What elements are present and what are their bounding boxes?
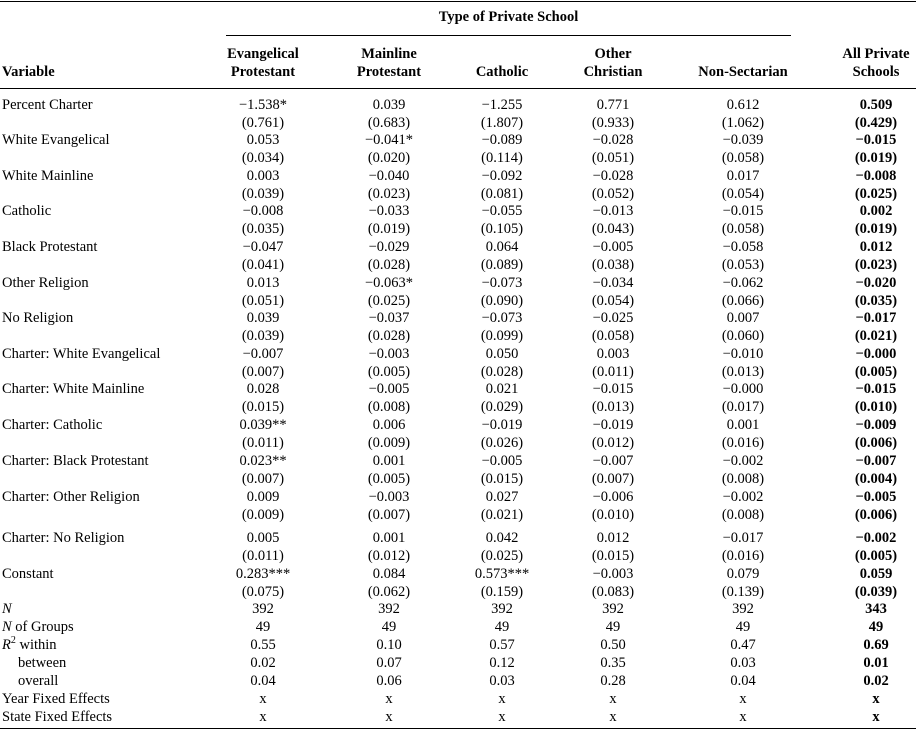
row-label: Black Protestant — [2, 239, 98, 255]
stats-cell: x — [385, 691, 393, 707]
standard-error-cell: (0.139) — [721, 584, 765, 600]
stats-cell: x — [609, 691, 617, 707]
standard-error-cell: (0.004) — [854, 471, 898, 487]
stats-symbol: N — [2, 601, 12, 617]
stats-cell: 392 — [602, 601, 624, 617]
stats-cell: x — [498, 691, 506, 707]
standard-error-cell: (0.099) — [480, 328, 524, 344]
stats-cell: 0.06 — [376, 673, 402, 689]
standard-error-cell: (0.021) — [480, 507, 524, 523]
stats-cell: x — [498, 709, 506, 725]
coefficient-cell: −0.015 — [855, 381, 897, 397]
standard-error-cell: (0.054) — [591, 293, 635, 309]
standard-error-cell: (0.083) — [591, 584, 635, 600]
coefficient-cell: 0.042 — [485, 530, 519, 546]
coefficient-cell: 0.007 — [726, 310, 760, 326]
standard-error-cell: (0.933) — [591, 115, 635, 131]
coefficient-cell: −0.020 — [855, 275, 897, 291]
coefficient-cell: 0.009 — [246, 489, 280, 505]
coefficient-cell: −0.039 — [722, 132, 764, 148]
table-row — [0, 96, 916, 114]
standard-error-cell: (0.008) — [721, 471, 765, 487]
standard-error-cell: (0.058) — [721, 150, 765, 166]
standard-error-cell: (0.005) — [367, 364, 411, 380]
stats-cell: x — [739, 709, 747, 725]
standard-error-cell: (0.009) — [367, 435, 411, 451]
stats-label: State Fixed Effects — [2, 709, 113, 725]
coefficient-cell: −0.000 — [722, 381, 764, 397]
standard-error-cell: (0.761) — [241, 115, 285, 131]
coefficient-cell: −0.029 — [368, 239, 410, 255]
coefficient-cell: −0.019 — [592, 417, 634, 433]
stats-cell: x — [259, 709, 267, 725]
stats-row — [0, 636, 916, 654]
coefficient-cell: −0.000 — [855, 346, 897, 362]
coefficient-cell: 0.005 — [246, 530, 280, 546]
standard-error-cell: (0.114) — [481, 150, 523, 166]
header-line: Protestant — [230, 64, 296, 80]
standard-error-cell: (0.429) — [854, 115, 898, 131]
coefficient-cell: −0.002 — [855, 530, 897, 546]
standard-error-cell: (0.006) — [854, 507, 898, 523]
stats-row — [0, 654, 916, 672]
stats-cell: 392 — [732, 601, 754, 617]
header-non-sectarian — [690, 63, 796, 81]
table-row — [0, 309, 916, 327]
coefficient-cell: −0.009 — [855, 417, 897, 433]
coefficient-cell: 0.003 — [246, 168, 280, 184]
coefficient-cell: −0.002 — [722, 489, 764, 505]
coefficient-cell: −0.089 — [481, 132, 523, 148]
table-row-se — [0, 292, 916, 310]
coefficient-cell: −0.055 — [481, 203, 523, 219]
coefficient-cell: 0.001 — [726, 417, 760, 433]
coefficient-cell: 0.012 — [596, 530, 630, 546]
coefficient-cell: −0.092 — [481, 168, 523, 184]
standard-error-cell: (0.012) — [367, 548, 411, 564]
stats-cell: 49 — [381, 619, 397, 635]
standard-error-cell: (0.007) — [591, 471, 635, 487]
standard-error-cell: (0.062) — [367, 584, 411, 600]
stats-cell: 0.50 — [600, 637, 626, 653]
standard-error-cell: (0.005) — [854, 548, 898, 564]
standard-error-cell: (0.039) — [854, 584, 898, 600]
stats-cell: 49 — [605, 619, 621, 635]
stats-cell: 0.47 — [730, 637, 756, 653]
row-label: Charter: White Evangelical — [2, 346, 161, 362]
coefficient-cell: 0.001 — [372, 453, 406, 469]
stats-cell: 0.02 — [863, 673, 889, 689]
standard-error-cell: (0.159) — [480, 584, 524, 600]
standard-error-cell: (0.038) — [591, 257, 635, 273]
stats-cell: 0.07 — [376, 655, 402, 671]
row-label: Charter: White Mainline — [2, 381, 145, 397]
coefficient-cell: −0.033 — [368, 203, 410, 219]
stats-cell: 49 — [255, 619, 271, 635]
coefficient-cell: −0.028 — [592, 132, 634, 148]
superscript: 2 — [10, 635, 16, 647]
standard-error-cell: (0.060) — [721, 328, 765, 344]
standard-error-cell: (0.008) — [721, 507, 765, 523]
coefficient-cell: −0.028 — [592, 168, 634, 184]
standard-error-cell: (0.019) — [367, 221, 411, 237]
stats-cell: 0.01 — [863, 655, 889, 671]
coefficient-cell: 0.023** — [239, 453, 287, 469]
standard-error-cell: (0.015) — [241, 399, 285, 415]
stats-label-text: within — [15, 637, 57, 653]
standard-error-cell: (0.039) — [241, 328, 285, 344]
stats-cell: x — [385, 709, 393, 725]
coefficient-cell: −0.007 — [592, 453, 634, 469]
standard-error-cell: (0.054) — [721, 186, 765, 202]
standard-error-cell: (0.051) — [591, 150, 635, 166]
standard-error-cell: (0.016) — [721, 435, 765, 451]
row-label: Percent Charter — [2, 97, 93, 113]
standard-error-cell: (0.005) — [854, 364, 898, 380]
coefficient-cell: −0.040 — [368, 168, 410, 184]
standard-error-cell: (0.058) — [721, 221, 765, 237]
table-row-se — [0, 327, 916, 345]
standard-error-cell: (0.089) — [480, 257, 524, 273]
standard-error-cell: (0.011) — [242, 435, 284, 451]
coefficient-cell: 0.039 — [246, 310, 280, 326]
table-row — [0, 167, 916, 185]
stats-row — [0, 672, 916, 690]
header-line: Schools — [852, 64, 900, 80]
header-line: All Private — [842, 46, 910, 62]
coefficient-cell: −0.007 — [242, 346, 284, 362]
standard-error-cell: (0.025) — [480, 548, 524, 564]
stats-cell: 49 — [868, 619, 884, 635]
stats-cell: 0.57 — [489, 637, 515, 653]
coefficient-cell: 0.001 — [372, 530, 406, 546]
stats-label-text: of Groups — [11, 619, 74, 635]
table-row — [0, 488, 916, 506]
standard-error-cell: (0.028) — [367, 257, 411, 273]
coefficient-cell: −0.008 — [855, 168, 897, 184]
coefficient-cell: −1.538* — [238, 97, 288, 113]
table-row — [0, 529, 916, 547]
standard-error-cell: (0.034) — [241, 150, 285, 166]
header-other-christian — [560, 45, 666, 81]
coefficient-cell: 0.573*** — [474, 566, 530, 582]
stats-cell: 0.35 — [600, 655, 626, 671]
standard-error-cell: (0.008) — [367, 399, 411, 415]
coefficient-cell: 0.059 — [859, 566, 893, 582]
standard-error-cell: (0.019) — [854, 221, 898, 237]
table-row — [0, 274, 916, 292]
stats-cell: x — [259, 691, 267, 707]
stats-cell: 0.55 — [250, 637, 276, 653]
table-row — [0, 380, 916, 398]
stats-label: Year Fixed Effects — [2, 691, 110, 707]
header-line: Evangelical — [227, 46, 299, 62]
standard-error-cell: (0.025) — [367, 293, 411, 309]
coefficient-cell: −0.005 — [368, 381, 410, 397]
coefficient-cell: −0.003 — [368, 346, 410, 362]
table-row — [0, 452, 916, 470]
standard-error-cell: (0.029) — [480, 399, 524, 415]
row-label: Charter: Other Religion — [2, 489, 140, 505]
standard-error-cell: (0.005) — [367, 471, 411, 487]
coefficient-cell: −0.005 — [855, 489, 897, 505]
standard-error-cell: (0.016) — [721, 548, 765, 564]
table-row — [0, 416, 916, 434]
standard-error-cell: (0.013) — [721, 364, 765, 380]
coefficient-cell: 0.027 — [485, 489, 519, 505]
coefficient-cell: 0.021 — [485, 381, 519, 397]
coefficient-cell: −0.013 — [592, 203, 634, 219]
coefficient-cell: −0.015 — [722, 203, 764, 219]
standard-error-cell: (0.023) — [854, 257, 898, 273]
standard-error-cell: (0.105) — [480, 221, 524, 237]
standard-error-cell: (0.007) — [367, 507, 411, 523]
standard-error-cell: (0.009) — [241, 507, 285, 523]
stats-cell: 0.12 — [489, 655, 515, 671]
standard-error-cell: (0.021) — [854, 328, 898, 344]
coefficient-cell: 0.039 — [372, 97, 406, 113]
coefficient-cell: 0.012 — [859, 239, 893, 255]
coefficient-cell: 0.017 — [726, 168, 760, 184]
coefficient-cell: −0.005 — [481, 453, 523, 469]
coefficient-cell: −0.002 — [722, 453, 764, 469]
coefficient-cell: −0.015 — [592, 381, 634, 397]
standard-error-cell: (0.020) — [367, 150, 411, 166]
bottom-rule — [0, 728, 916, 729]
coefficient-cell: −0.037 — [368, 310, 410, 326]
stats-row — [0, 618, 916, 636]
coefficient-cell: −0.058 — [722, 239, 764, 255]
coefficient-cell: −0.008 — [242, 203, 284, 219]
stats-row — [0, 600, 916, 618]
stats-cell: 0.03 — [730, 655, 756, 671]
coefficient-cell: −0.005 — [592, 239, 634, 255]
row-label: Charter: Black Protestant — [2, 453, 149, 469]
stats-label: between — [18, 655, 67, 671]
stats-cell: 0.28 — [600, 673, 626, 689]
header-variable: Variable — [2, 64, 55, 80]
standard-error-cell: (1.807) — [480, 115, 524, 131]
stats-label — [2, 636, 57, 654]
header-catholic — [450, 63, 554, 81]
stats-cell: 49 — [735, 619, 751, 635]
coefficient-cell: −0.006 — [592, 489, 634, 505]
group-title: Type of Private School — [438, 9, 579, 25]
coefficient-cell: −0.073 — [481, 310, 523, 326]
table-row — [0, 238, 916, 256]
header-evangelical-protestant — [210, 45, 316, 81]
table-row-se — [0, 506, 916, 524]
table-row-se — [0, 256, 916, 274]
stats-cell: 343 — [865, 601, 887, 617]
coefficient-cell: −0.025 — [592, 310, 634, 326]
table-row-se — [0, 220, 916, 238]
standard-error-cell: (0.058) — [591, 328, 635, 344]
stats-cell: x — [609, 709, 617, 725]
table-row-se — [0, 185, 916, 203]
standard-error-cell: (0.019) — [854, 150, 898, 166]
coefficient-cell: 0.079 — [726, 566, 760, 582]
standard-error-cell: (0.052) — [591, 186, 635, 202]
coefficient-cell: 0.039** — [239, 417, 287, 433]
standard-error-cell: (0.006) — [854, 435, 898, 451]
coefficient-cell: −0.041* — [364, 132, 414, 148]
coefficient-cell: −0.034 — [592, 275, 634, 291]
row-label: Constant — [2, 566, 54, 582]
table-row-se — [0, 583, 916, 601]
standard-error-cell: (0.013) — [591, 399, 635, 415]
header-all-private-schools — [818, 45, 916, 81]
coefficient-cell: 0.003 — [596, 346, 630, 362]
row-label: Charter: Catholic — [2, 417, 103, 433]
table-row-se — [0, 398, 916, 416]
table-row-se — [0, 470, 916, 488]
header-mainline-protestant — [336, 45, 442, 81]
header-line: Mainline — [361, 46, 417, 62]
stats-label — [2, 600, 12, 618]
stats-cell: 392 — [378, 601, 400, 617]
standard-error-cell: (0.053) — [721, 257, 765, 273]
stats-cell: 0.03 — [489, 673, 515, 689]
group-rule — [226, 35, 791, 36]
coefficient-cell: 0.509 — [859, 97, 893, 113]
stats-row — [0, 708, 916, 726]
coefficient-cell: 0.053 — [246, 132, 280, 148]
standard-error-cell: (0.015) — [480, 471, 524, 487]
table-row-se — [0, 547, 916, 565]
coefficient-cell: −0.019 — [481, 417, 523, 433]
stats-row — [0, 690, 916, 708]
header-line: Protestant — [356, 64, 422, 80]
row-label: No Religion — [2, 310, 74, 326]
standard-error-cell: (0.035) — [854, 293, 898, 309]
standard-error-cell: (0.075) — [241, 584, 285, 600]
standard-error-cell: (0.017) — [721, 399, 765, 415]
row-label: White Evangelical — [2, 132, 110, 148]
coefficient-cell: −0.063* — [364, 275, 414, 291]
table-row-se — [0, 434, 916, 452]
standard-error-cell: (0.683) — [367, 115, 411, 131]
coefficient-cell: −0.007 — [855, 453, 897, 469]
row-label: Charter: No Religion — [2, 530, 125, 546]
table-row-se — [0, 149, 916, 167]
header-line: Other — [594, 46, 632, 62]
row-label: White Mainline — [2, 168, 94, 184]
standard-error-cell: (0.023) — [367, 186, 411, 202]
stats-cell: 0.10 — [376, 637, 402, 653]
standard-error-cell: (0.011) — [592, 364, 634, 380]
table-row — [0, 565, 916, 583]
table-row — [0, 131, 916, 149]
stats-cell: 0.04 — [730, 673, 756, 689]
header-line: Non-Sectarian — [698, 64, 788, 80]
header-line: Catholic — [475, 64, 529, 80]
standard-error-cell: (0.066) — [721, 293, 765, 309]
table-row — [0, 345, 916, 363]
table-row-se — [0, 114, 916, 132]
standard-error-cell: (0.043) — [591, 221, 635, 237]
standard-error-cell: (0.028) — [367, 328, 411, 344]
standard-error-cell: (1.062) — [721, 115, 765, 131]
standard-error-cell: (0.026) — [480, 435, 524, 451]
coefficient-cell: 0.002 — [859, 203, 893, 219]
coefficient-cell: 0.612 — [726, 97, 760, 113]
stats-label — [2, 618, 74, 636]
coefficient-cell: 0.006 — [372, 417, 406, 433]
coefficient-cell: −0.010 — [722, 346, 764, 362]
coefficient-cell: 0.283*** — [235, 566, 291, 582]
standard-error-cell: (0.041) — [241, 257, 285, 273]
standard-error-cell: (0.028) — [480, 364, 524, 380]
stats-cell: 49 — [494, 619, 510, 635]
standard-error-cell: (0.010) — [591, 507, 635, 523]
coefficient-cell: −0.003 — [592, 566, 634, 582]
standard-error-cell: (0.010) — [854, 399, 898, 415]
standard-error-cell: (0.007) — [241, 471, 285, 487]
stats-cell: 0.69 — [863, 637, 889, 653]
row-label: Other Religion — [2, 275, 89, 291]
table-row — [0, 202, 916, 220]
stats-cell: x — [872, 691, 880, 707]
standard-error-cell: (0.081) — [480, 186, 524, 202]
coefficient-cell: −0.017 — [855, 310, 897, 326]
stats-cell: 0.02 — [250, 655, 276, 671]
standard-error-cell: (0.025) — [854, 186, 898, 202]
stats-symbol: N — [2, 619, 12, 635]
stats-cell: 392 — [491, 601, 513, 617]
standard-error-cell: (0.012) — [591, 435, 635, 451]
coefficient-cell: 0.050 — [485, 346, 519, 362]
standard-error-cell: (0.011) — [242, 548, 284, 564]
stats-cell: 0.04 — [250, 673, 276, 689]
standard-error-cell: (0.090) — [480, 293, 524, 309]
coefficient-cell: 0.084 — [372, 566, 406, 582]
coefficient-cell: −1.255 — [481, 97, 523, 113]
top-rule — [0, 1, 916, 2]
coefficient-cell: 0.013 — [246, 275, 280, 291]
coefficient-cell: 0.064 — [485, 239, 519, 255]
table-row-se — [0, 363, 916, 381]
coefficient-cell: −0.073 — [481, 275, 523, 291]
stats-cell: x — [872, 709, 880, 725]
standard-error-cell: (0.039) — [241, 186, 285, 202]
coefficient-cell: 0.771 — [596, 97, 630, 113]
header-rule — [0, 88, 916, 89]
stats-label: overall — [18, 673, 59, 689]
coefficient-cell: −0.017 — [722, 530, 764, 546]
coefficient-cell: −0.047 — [242, 239, 284, 255]
standard-error-cell: (0.015) — [591, 548, 635, 564]
header-line: Christian — [583, 64, 643, 80]
standard-error-cell: (0.035) — [241, 221, 285, 237]
coefficient-cell: 0.028 — [246, 381, 280, 397]
stats-cell: 392 — [252, 601, 274, 617]
stats-symbol: R — [2, 637, 11, 653]
coefficient-cell: −0.062 — [722, 275, 764, 291]
row-label: Catholic — [2, 203, 52, 219]
stats-cell: x — [739, 691, 747, 707]
standard-error-cell: (0.051) — [241, 293, 285, 309]
coefficient-cell: −0.003 — [368, 489, 410, 505]
standard-error-cell: (0.007) — [241, 364, 285, 380]
coefficient-cell: −0.015 — [855, 132, 897, 148]
